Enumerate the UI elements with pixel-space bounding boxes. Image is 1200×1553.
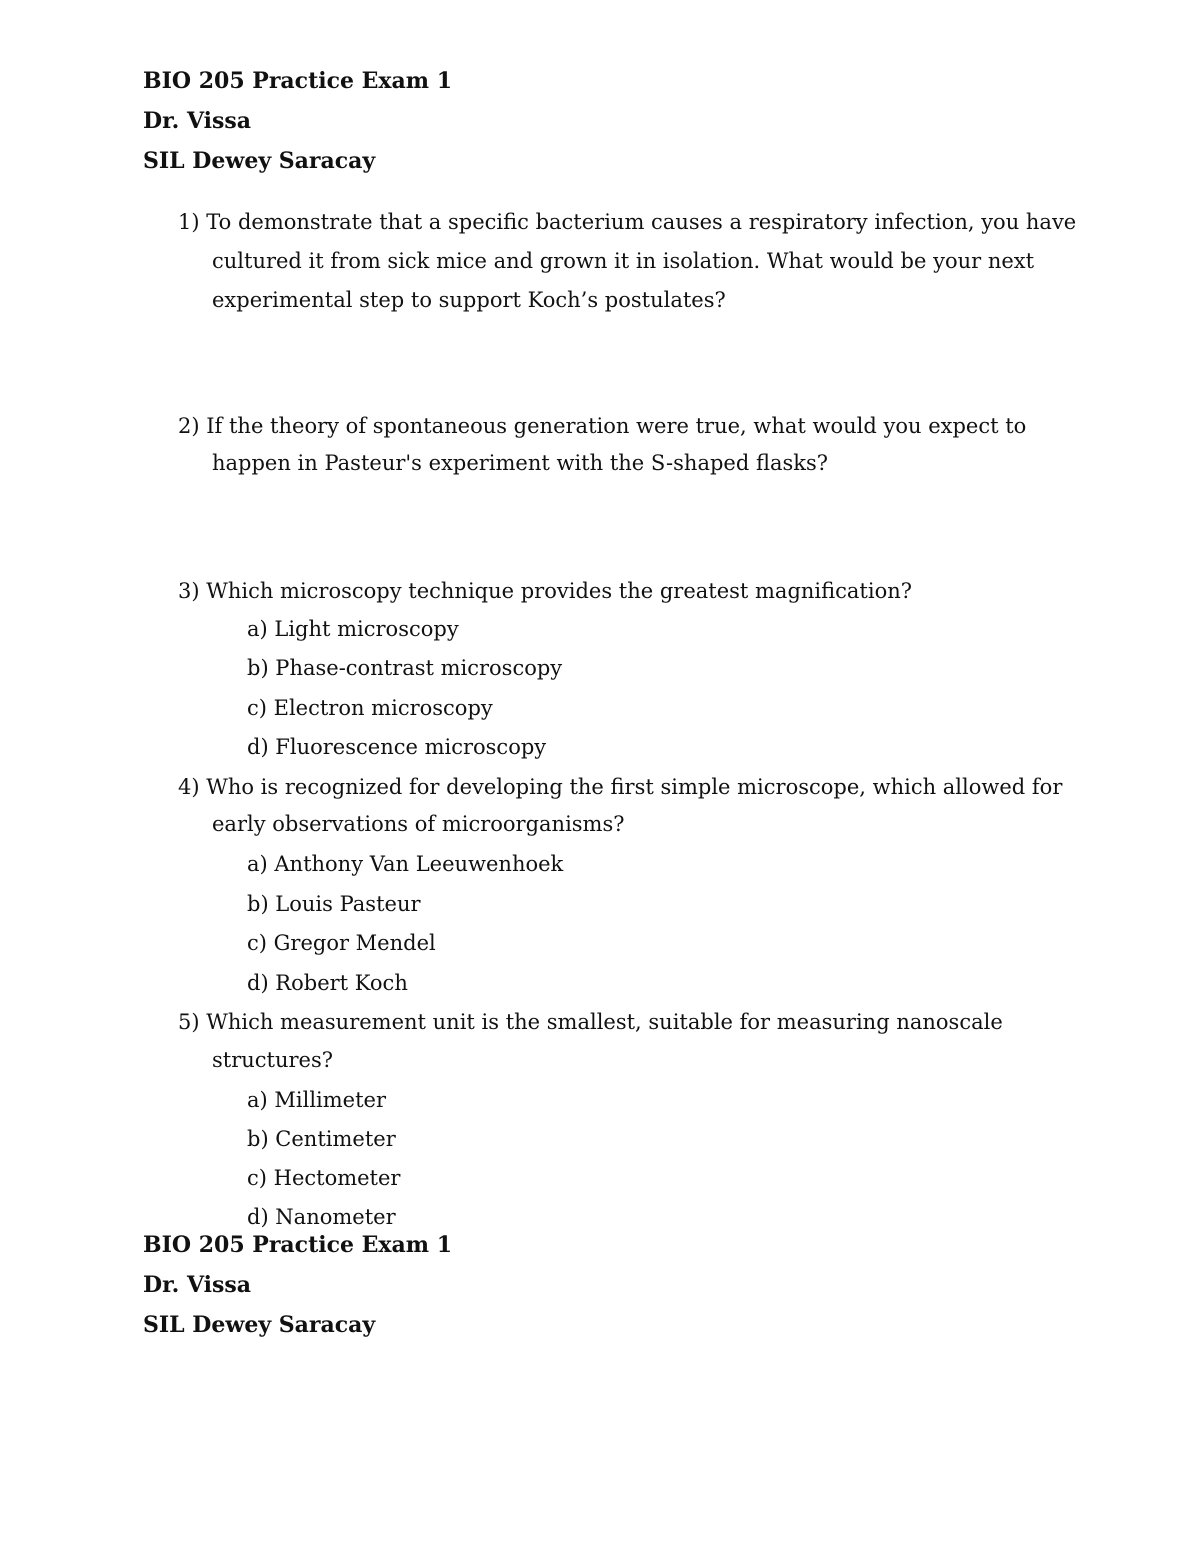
question-number: 3)	[178, 579, 200, 603]
question-3-option-c: c) Electron microscopy	[247, 696, 493, 720]
question-1-line-3: experimental step to support Koch’s postulates?	[212, 288, 726, 312]
question-5-line-1	[178, 1010, 1003, 1034]
question-4-option-d: d) Robert Koch	[247, 971, 408, 995]
question-4-option-c: c) Gregor Mendel	[247, 931, 436, 955]
question-number: 4)	[178, 775, 200, 799]
course-title: BIO 205 Practice Exam 1	[143, 68, 453, 94]
footer-sil-leader-name: SIL Dewey Saracay	[143, 1312, 376, 1338]
question-4-line-1	[178, 775, 1062, 799]
question-text: Which measurement unit is the smallest, suitable for measuring nanoscale	[206, 1010, 1003, 1034]
question-text: Which microscopy technique provides the greatest magnification?	[206, 579, 913, 603]
footer-instructor-name: Dr. Vissa	[143, 1272, 252, 1298]
question-5-option-b: b) Centimeter	[247, 1127, 396, 1151]
question-5-line-2: structures?	[212, 1048, 334, 1072]
question-text: If the theory of spontaneous generation were true, what would you expect to	[206, 414, 1027, 438]
question-2-line-2: happen in Pasteur's experiment with the S-shaped flasks?	[212, 451, 829, 475]
question-5-option-d: d) Nanometer	[247, 1205, 396, 1229]
question-text: Who is recognized for developing the first simple microscope, which allowed for	[206, 775, 1063, 799]
question-1-line-2: cultured it from sick mice and grown it in isolation. What would be your next	[212, 249, 1035, 273]
question-number: 5)	[178, 1010, 200, 1034]
question-4-option-a: a) Anthony Van Leeuwenhoek	[247, 852, 564, 876]
sil-leader-name: SIL Dewey Saracay	[143, 148, 376, 174]
question-2-line-1	[178, 414, 1026, 438]
question-3-option-d: d) Fluorescence microscopy	[247, 735, 547, 759]
question-5-option-c: c) Hectometer	[247, 1166, 401, 1190]
question-number: 2)	[178, 414, 200, 438]
question-text: To demonstrate that a specific bacterium causes a respiratory infection, you have	[206, 210, 1077, 234]
question-3-line-1	[178, 579, 912, 603]
question-number: 1)	[178, 210, 200, 234]
question-4-option-b: b) Louis Pasteur	[247, 892, 421, 916]
question-1-line-1	[178, 210, 1076, 234]
question-5-option-a: a) Millimeter	[247, 1088, 387, 1112]
question-3-option-b: b) Phase-contrast microscopy	[247, 656, 563, 680]
instructor-name: Dr. Vissa	[143, 108, 252, 134]
question-4-line-2: early observations of microorganisms?	[212, 812, 625, 836]
question-3-option-a: a) Light microscopy	[247, 617, 459, 641]
footer-course-title: BIO 205 Practice Exam 1	[143, 1232, 453, 1258]
